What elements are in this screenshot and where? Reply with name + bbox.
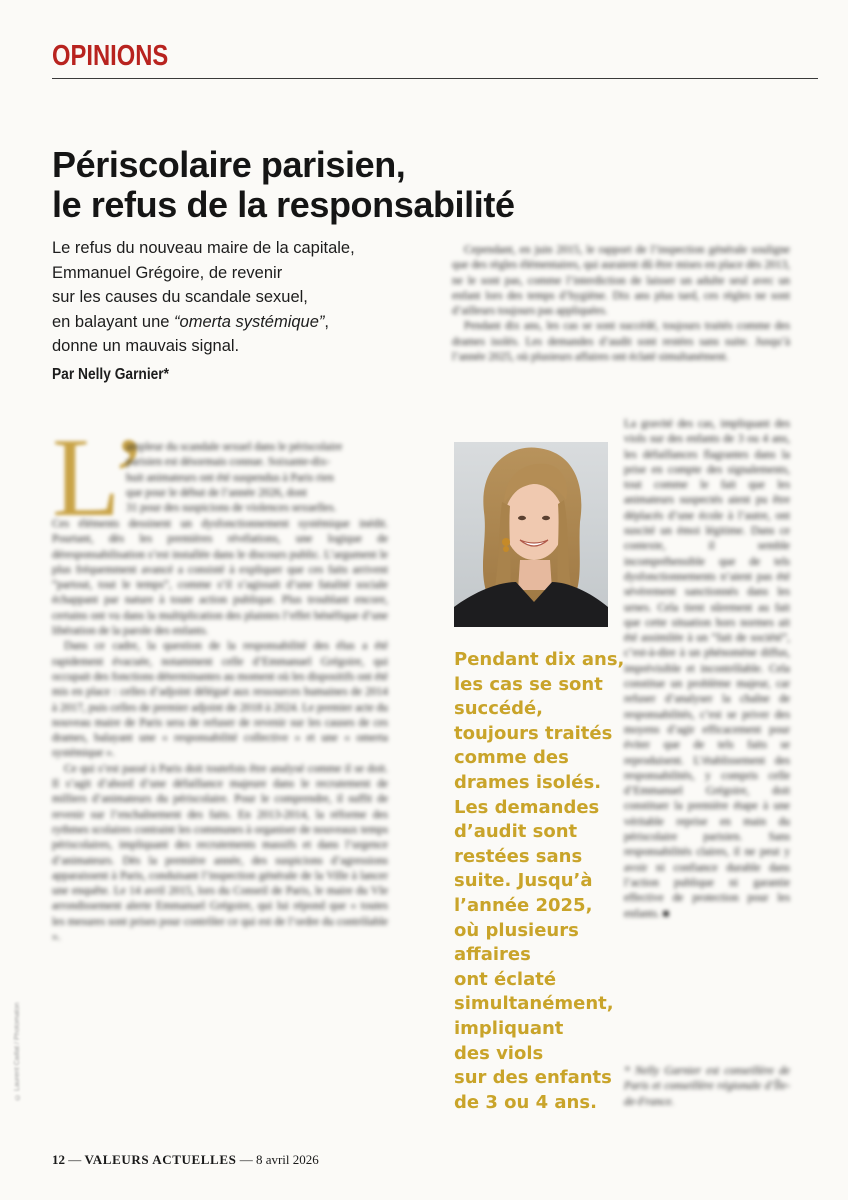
footer-separator: — [236,1152,256,1167]
body-paragraph: Cependant, en juin 2015, le rapport de l’inspection générale souligne que des règles élémentaires, qui auraient dû être mises en place dès 2013, ne le sont pas, comme l’interdiction de laisser un adulte seul avec un enfant lors des temps d’hygiène. Dix ans plus tard, ces règles ne sont d’ailleurs toujours pas appliquées. [452,244,790,318]
pull-quote-line: d’audit sont [454,821,578,843]
pull-quote-line: impliquant [454,1017,564,1039]
drop-cap: L’ [52,416,148,540]
right-column-top [452,243,790,420]
magazine-name: VALEURS ACTUELLES [84,1152,237,1167]
standfirst-line: Emmanuel Grégoire, de revenir [52,263,283,282]
pull-quote-line: ont éclaté [454,968,557,990]
title-line-1: Périscolaire parisien, [52,144,406,185]
standfirst-line: sur les causes du scandale sexuel, [52,288,308,306]
pull-quote-line: toujours traités [454,722,613,744]
pull-quote-line: Les demandes [454,796,600,818]
pull-quote-line: des viols [454,1042,544,1064]
author-note-text: * Nelly Garnier est conseillère de Paris et conseillère régionale d’Île-de-France. [624,1065,790,1108]
pull-quote-line: suite. Jusqu’à [454,870,593,892]
body-paragraph: Ces éléments dessinent un dysfonctionnement systémique inédit. Pourtant, dès les premières révélations, une logique de déresponsabilisation s’est installée dans le discours public. L’argument le plus fréquemment avancé a consisté à expliquer que ces faits arrivent “partout, tout le temps”, comme s’il s’agissait d’une fatalité sociale échappant par nature à toute action publique. Plus troublant encore, certains ont vu dans la multiplication des plaintes l’effet bénéfique d’une libération de la parole des enfants. [52,518,388,638]
pull-quote-line: affaires [454,944,531,966]
pull-quote-line: comme des [454,747,569,769]
left-column-body [52,517,388,1125]
issue-date: 8 avril 2026 [255,1152,319,1167]
pull-quote-line: l’année 2025, [454,894,593,916]
pull-quote-line: les cas se sont [454,673,603,695]
byline: Par Nelly Garnier* [52,366,170,383]
standfirst-quote: “omerta systémique” [174,312,325,331]
pull-quote-line: sur des enfants [454,1067,612,1089]
page-footer [52,1152,319,1168]
standfirst-line: donne un mauvais signal. [52,337,240,355]
pull-quote-line: succédé, [454,698,544,720]
body-paragraph: Ce qui s’est passé à Paris doit toutefois être analysé comme il se doit. Il s’agit d’abord d’une défaillance majeure dans le recrutement de milliers d’animateurs du périscolaire. Pour le comprendre, il suffit de revenir sur l’enchaînement des faits. En 2013-2014, la réforme des rythmes scolaires contraint les communes à organiser de nouveaux temps périscolaires, impliquant des recrutements massifs et dans l’urgence d’animateurs. Dès la première année, des suspicions d’agressions apparaissent à Paris, conduisant l’inspection générale de la Ville à lancer une enquête. Le 14 avril 2015, lors du Conseil de Paris, le maire du VIe arrondissement alerte Emmanuel Grégoire, qui lui répond que « toutes les mesures sont prises pour contrôler ce qui est de l’ordre du contrôlable ». [52,762,388,944]
standfirst-text: , [324,312,330,331]
author-photo [454,442,608,627]
title-line-2: le refus de la responsabilité [52,184,515,225]
right-column-narrow [624,417,790,1063]
pull-quote-line: où plusieurs [454,919,579,941]
pull-quote-line: simultanément, [454,993,614,1015]
section-label: OPINIONS [52,40,169,72]
standfirst-text: en balayant une [52,312,175,331]
pull-quote-line: restées sans [454,845,583,867]
body-paragraph: Dans ce cadre, la question de la responsabilité des élus a été rapidement évacuée, notamment celle d’Emmanuel Grégoire, qui occupait des fonctions déterminantes au moment où les dispositifs ont été mis en place : celles d’adjoint délégué aux ressources humaines de 2014 à 2017, puis celles de premier adjoint de 2018 à 2024. Le premier acte du nouveau maire de Paris sera de refuser de revenir sur les causes de ces drames, balayant une « responsabilité collective » et une « omerta systémique ». [52,640,388,760]
footer-separator: — [65,1152,85,1167]
standfirst-line [52,310,442,335]
pull-quote-line: drames isolés. [454,771,602,793]
standfirst [52,236,442,359]
pull-quote [454,648,625,1115]
pull-quote-line: de 3 ou 4 ans. [454,1091,597,1113]
page-number: 12 [52,1152,65,1167]
body-line: huit animateurs ont été suspendus à Paris rien [126,471,334,484]
article-title [52,145,672,225]
dropcap-lines [126,440,388,520]
body-line: ampleur du scandale sexuel dans le périscolaire [126,441,343,453]
body-line: 31 pour des suspicions de violences sexuelles. [126,502,337,515]
author-note [624,1064,790,1116]
body-line: que pour le début de l’année 2026, dont [126,486,307,499]
pull-quote-line: Pendant dix ans, [454,649,625,670]
standfirst-line: Le refus du nouveau maire de la capitale, [52,239,355,257]
header-rule [52,78,818,79]
photo-credit: © Laurent Caillat / Photomaton [14,1002,21,1100]
body-paragraph: La gravité des cas, impliquant des viols sur des enfants de 3 ou 4 ans, les défaillances flagrantes dans la prise en compte des signalements, tout comme le fait que les animateurs suspectés aient pu être déplacés d’une école à l’autre, ont suscité un émoi légitime. Dans ce contexte, il semble incompréhensible que de tels dysfonctionnements n’aient pas été sévèrement sanctionnés dans les urnes. Cela tient sûrement au fait que cette situation hors normes ait été assimilée à un “fait de société”, c’est-à-dire à un phénomène diffus, imprévisible et incontrôlable. Cela constitue un problème majeur, car refuser d’analyser la chaîne de responsabilités, c’est se priver des moyens d’agir efficacement pour éviter que de tels faits se reproduisent. L’établissement des responsabilités, y compris celle d’Emmanuel Grégoire, doit constituer la première étape à une véritable reprise en main du périscolaire parisien. Sans responsabilités claires, il ne peut y avoir ni confiance durable dans l’action publique ni garantie effective de protection pour les enfants. ■ [624,418,790,920]
body-line: parisien est désormais connue. Soixante-dix- [126,456,331,469]
body-paragraph: Pendant dix ans, les cas se sont succédé, toujours traités comme des drames isolés. Les demandes d’audit sont restées sans suite. Jusqu’à l’année 2025, où plusieurs affaires ont éclaté simultanément. [452,320,790,364]
portrait-illustration [454,442,608,627]
